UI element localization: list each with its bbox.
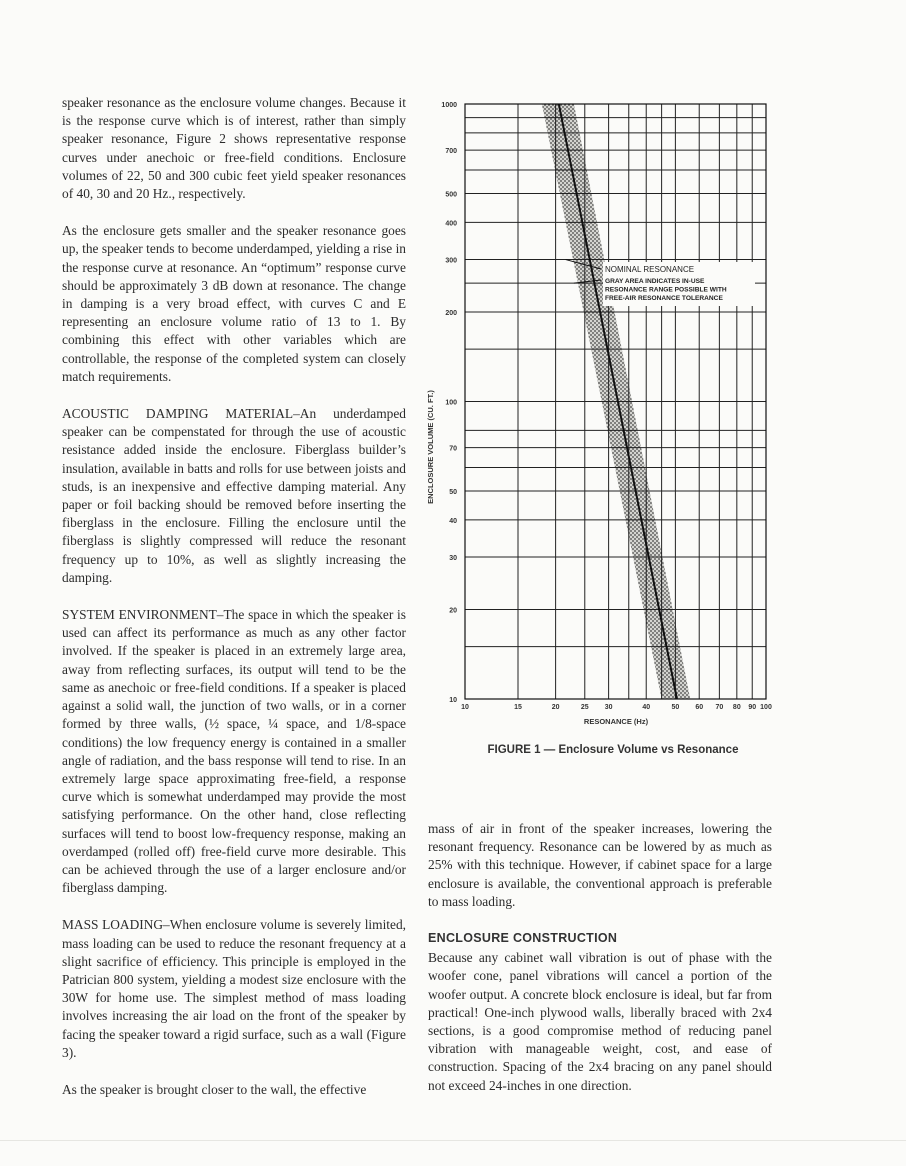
y-tick-label: 10	[449, 697, 457, 704]
y-tick-label: 200	[445, 309, 457, 317]
x-tick-label: 60	[695, 704, 704, 711]
paragraph-mass-of-air: mass of air in front of the speaker increases, lowering the resonant frequency. Resonance can be lowered by as much as 25% with this technique. However, if cabinet space for a large enclosure is available, the conventional approach is preferable to mass loading.	[428, 821, 772, 909]
paragraph-system-environment: SYSTEM ENVIRONMENT–The space in which the speaker is used can affect its performance as much as any other factor involved. If the speaker is placed in an extremely large area, away from reflecting surfaces, its output will tend to be the same as anechoic or free-field conditions. If a speaker is placed against a solid wall, the junction of two walls, or in a corner formed by three walls, (½ space, ¼ space, and 1/8-space conditions) the low frequency energy is contained in a smaller angle of radiation, and the bass response will tend to rise. In an extremely large space approximating free-field, a response curve which is somewhat underdamped may provide the most satisfying performance. On the other hand, close reflecting surfaces will tend to boost low-frequency response, making an overdamped (rolled off) free-field curve more desirable. This can be achieved through the use of a larger enclosure and/or fiberglass damping.	[62, 607, 406, 896]
y-tick-label: 500	[445, 191, 457, 199]
enclosure-volume-chart	[420, 92, 790, 732]
x-tick-label: 40	[642, 704, 651, 711]
x-tick-label: 100	[760, 704, 772, 711]
x-tick-label: 10	[461, 704, 469, 711]
y-tick-label: 70	[449, 445, 457, 453]
y-tick-label: 700	[445, 148, 457, 156]
paragraph-mass-loading: MASS LOADING–When enclosure volume is severely limited, mass loading can be used to reduce the resonant frequency at a slight sacrifice of efficiency. This principle is employed in the Patrician 800 system, yielding a modest size enclosure with the 30W for home use. The simplest method of mass loading involves increasing the air load on the front of the speaker by facing the speaker toward a rigid surface, such as a wall (Figure 3).	[62, 917, 406, 1060]
x-tick-label: 25	[580, 704, 589, 711]
x-tick-label: 80	[732, 704, 741, 711]
paragraph-enclosure-construction: Because any cabinet wall vibration is out of phase with the woofer cone, panel vibrations will cancel a portion of the woofer output. A concrete block enclosure is ideal, but far from practical! One-inch plywood walls, liberally braced with 2x4 sections, is a good compromise method of reducing panel vibration with manageable weight, cost, and ease of construction. Spacing of the 2x4 bracing on any panel should not exceed 24-inches in one direction.	[428, 950, 772, 1093]
section-heading-enclosure-construction: ENCLOSURE CONSTRUCTION	[428, 931, 618, 946]
y-tick-label: 40	[449, 517, 457, 525]
figure-caption: FIGURE 1 — Enclosure Volume vs Resonance	[487, 744, 739, 756]
left-column	[62, 94, 406, 1118]
annotation-text: FREE-AIR RESONANCE TOLERANCE	[605, 295, 723, 302]
x-axis-label: RESONANCE (Hz)	[583, 717, 649, 726]
paragraph-acoustic-damping: ACOUSTIC DAMPING MATERIAL–An underdamped speaker can be compenstated for through the use of acoustic resistance added inside the enclosure. Fiberglass builder’s insulation, available in batts and rolls for use between joists and studs, is an inexpensive and effective damping material. Any paper or foil backing should be removed before inserting the fiberglass in the enclosure. Filling the enclosure until the fiberglass is slightly compressed will reduce the resonant frequency up to 10%, as well as slightly increasing the damping.	[62, 406, 406, 585]
paragraph-underdamped: As the enclosure gets smaller and the speaker resonance goes up, the speaker tends to become underdamped, yielding a rise in the response curve at resonance. An “optimum” response curve should be approximately 3 dB down at resonance. The change in damping is a very broad effect, with curves C and E representing an enclosure volume ratio of 13 to 1. By combining this effect with other variables which are controllable, the response of the completed system can closely match requirements.	[62, 223, 406, 384]
paragraph-wall-distance: As the speaker is brought closer to the wall, the effective	[62, 1081, 367, 1097]
x-tick-label: 50	[671, 704, 680, 711]
y-tick-label: 400	[445, 220, 457, 228]
annotation-text: NOMINAL RESONANCE	[605, 265, 695, 274]
x-tick-label: 20	[551, 704, 560, 711]
y-tick-label: 50	[449, 489, 457, 497]
y-tick-label: 30	[449, 555, 457, 563]
right-column	[428, 820, 772, 1095]
annotation-text: GRAY AREA INDICATES IN-USE	[605, 278, 705, 285]
y-axis-label: ENCLOSURE VOLUME (CU. FT.)	[426, 390, 435, 504]
page-edge-line	[0, 1140, 906, 1141]
y-tick-label: 300	[445, 257, 457, 265]
x-tick-label: 30	[604, 704, 613, 711]
paragraph-resonance-intro: speaker resonance as the enclosure volume changes. Because it is the response curve which is of interest, rather than simply speaker resonance, Figure 2 shows representative response curves under anechoic or free-field conditions. Enclosure volumes of 22, 50 and 300 cubic feet yield speaker resonances of 40, 30 and 20 Hz., respectively.	[62, 95, 406, 202]
annotation-text: RESONANCE RANGE POSSIBLE WITH	[605, 286, 727, 294]
y-tick-label: 20	[449, 607, 457, 615]
x-tick-label: 15	[514, 704, 522, 711]
y-tick-label: 1000	[441, 102, 457, 109]
y-tick-label: 100	[445, 399, 457, 407]
x-tick-label: 90	[748, 704, 757, 711]
x-tick-label: 70	[715, 704, 724, 711]
